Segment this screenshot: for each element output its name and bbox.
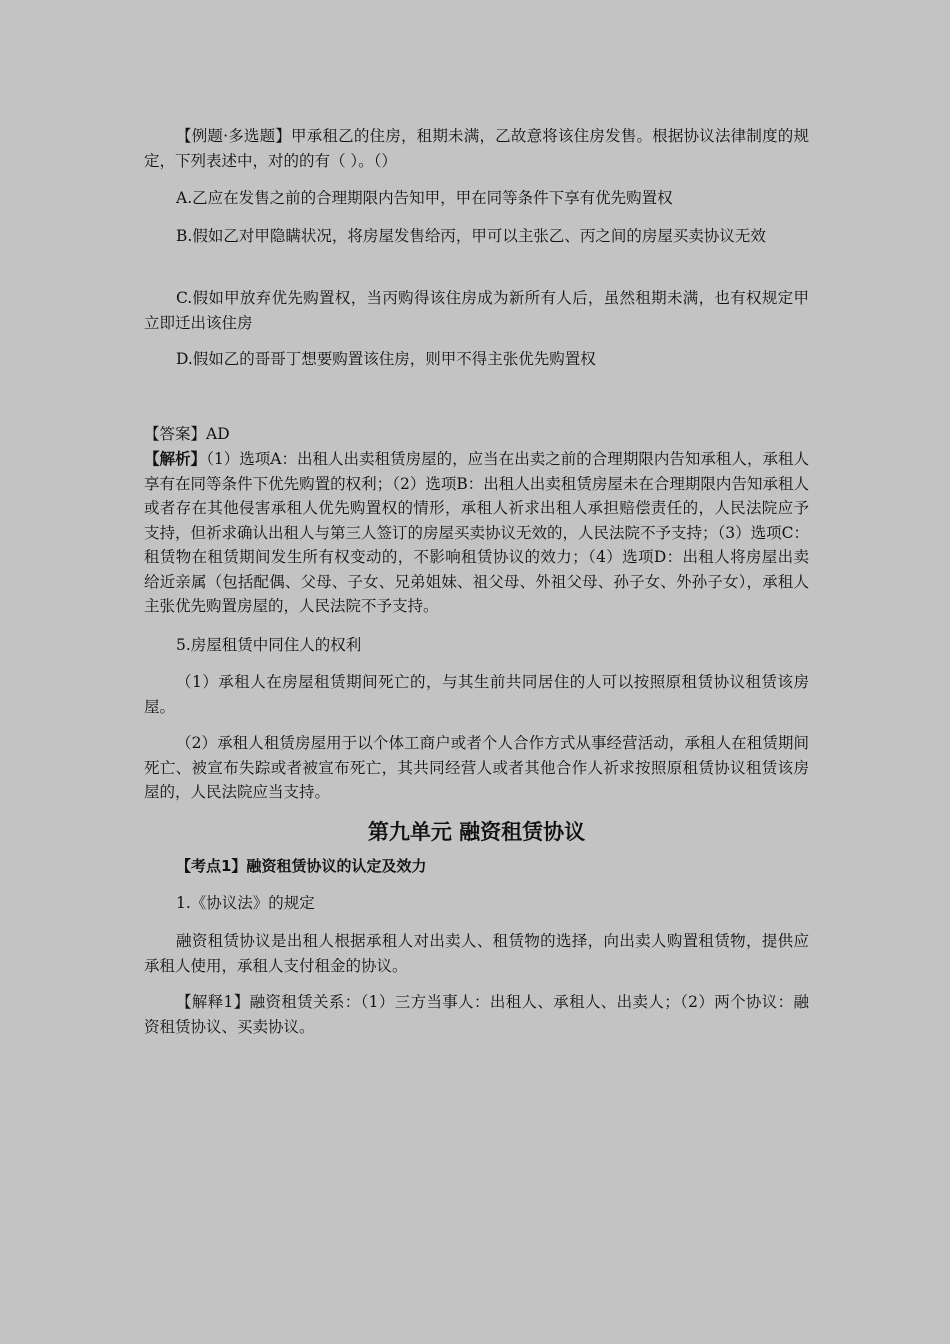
answer-value: AD <box>206 425 230 443</box>
option-c: C.假如甲放弃优先购置权，当丙购得该住房成为新所有人后，虽然租期未满，也有权规定甲立即迁出该住房 <box>144 289 809 332</box>
section5-paragraph-1: （1）承租人在房屋租赁期间死亡的，与其生前共同居住的人可以按照原租赁协议租赁该房屋。 <box>144 673 809 716</box>
answer-label: 【答案】 <box>144 425 207 443</box>
exam-point-heading: 【考点1】融资租赁协议的认定及效力 <box>176 857 427 875</box>
explanation-paragraph: 【解释1】融资租赁关系：（1）三方当事人：出租人、承租人、出卖人；（2）两个协议：融资租赁协议、买卖协议。 <box>144 993 809 1036</box>
question-tag: 【例题·多选题】 <box>176 127 292 145</box>
section5-paragraph-2: （2）承租人租赁房屋用于以个体工商户或者个人合作方式从事经营活动，承租人在租赁期间死亡、被宣布失踪或者被宣布死亡，其共同经营人或者其他合作人祈求按照原租赁协议租赁该房屋的，人民法院应当支持。 <box>144 734 809 801</box>
analysis-label: 【解析】 <box>144 450 207 468</box>
section5-heading: 5.房屋租赁中同住人的权利 <box>176 636 362 654</box>
contract-law-subheading: 1.《协议法》的规定 <box>176 894 315 912</box>
unit-title: 第九单元 融资租赁协议 <box>367 820 586 844</box>
option-b: B.假如乙对甲隐瞒状况，将房屋发售给丙，甲可以主张乙、丙之间的房屋买卖协议无效 <box>176 227 766 245</box>
definition-paragraph: 融资租赁协议是出租人根据承租人对出卖人、租赁物的选择，向出卖人购置租赁物，提供应承租人使用，承租人支付租金的协议。 <box>144 932 809 975</box>
option-d: D.假如乙的哥哥丁想要购置该住房，则甲不得主张优先购置权 <box>176 350 596 368</box>
answer-line <box>144 422 809 447</box>
question-stem: 【例题·多选题】甲承租乙的住房，租期未满，乙故意将该住房发售。根据协议法律制度的规定，下列表述中，对的的有（ ）。（） <box>144 127 809 170</box>
analysis-paragraph: 【解析】（1）选项A：出租人出卖租赁房屋的，应当在出卖之前的合理期限内告知承租人，承租人享有在同等条件下优先购置的权利；（2）选项B：出租人出卖租赁房屋未在合理期限内告知承租人或者存在其他侵害承租人优先购置权的情形，承租人祈求出租人承担赔偿责任的，人民法院应予支持，但祈求确认出租人与第三人签订的房屋买卖协议无效的，人民法院不予支持；（3）选项C：租赁物在租赁期间发生所有权变动的，不影响租赁协议的效力；（4）选项D：出租人将房屋出卖给近亲属（包括配偶、父母、子女、兄弟姐妹、祖父母、外祖父母、孙子女、外孙子女），承租人主张优先购置房屋的，人民法院不予支持。 <box>144 450 809 615</box>
explanation-label: 【解释1】 <box>176 993 250 1011</box>
option-a: A.乙应在发售之前的合理期限内告知甲，甲在同等条件下享有优先购置权 <box>176 189 673 207</box>
